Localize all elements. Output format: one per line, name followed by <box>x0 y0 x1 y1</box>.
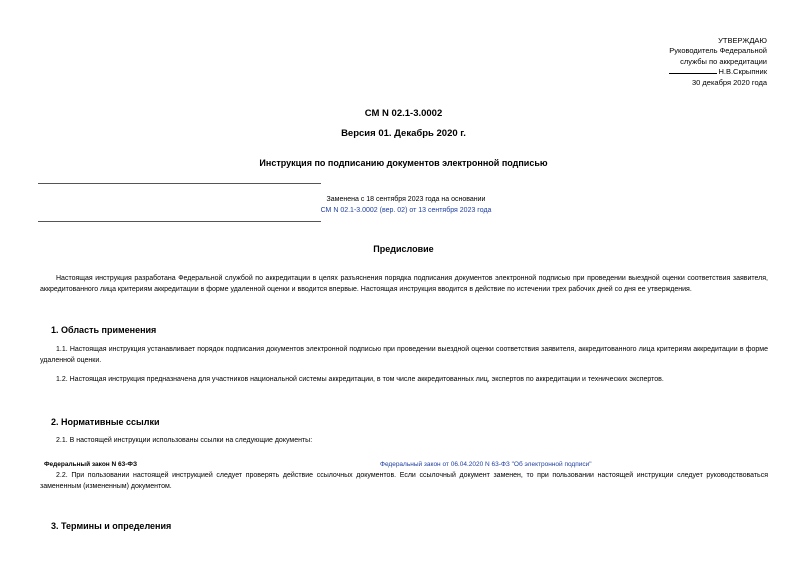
law-link[interactable]: Федеральный закон от 06.04.2020 N 63-ФЗ "Об электронной подписи" <box>380 461 592 468</box>
section3-heading: 3. Термины и определения <box>51 521 172 531</box>
section2-heading: 2. Нормативные ссылки <box>51 417 160 427</box>
section1-heading: 1. Область применения <box>51 325 157 335</box>
preface-text: Настоящая инструкция разработана Федеральной службой по аккредитации в целях разъяснения порядка подписания документов электронной подписью при проведении выездной оценки соответствия заявителя, аккредитованного лица критериям аккредитации в форме удаленной оценки и вводится впервые. Настоящая инструкция вводится в действие по истечении трех рабочих дней со дня ее утверждения. <box>40 275 768 293</box>
replacement-link[interactable]: СМ N 02.1-3.0002 (вер. 02) от 13 сентября 2023 года <box>320 207 492 214</box>
approval-block <box>669 36 767 88</box>
approval-position-line2: службы по аккредитации <box>680 56 767 66</box>
approval-date: 30 декабря 2020 года <box>691 77 767 87</box>
document-code: СМ N 02.1-3.0002 <box>364 108 443 119</box>
section1-paragraph1: 1.1. Настоящая инструкция устанавливает порядок подписания документов электронной подписью при проведении выездной оценки соответствия заявителя, аккредитованного лица критериям аккредитации в форме удаленной оценки. <box>40 346 768 364</box>
document-title: Инструкция по подписанию документов электронной подписью <box>259 158 548 168</box>
section2-paragraph1: 2.1. В настоящей инструкции использованы ссылки на следующие документы: <box>56 437 313 444</box>
signature-line <box>669 67 717 74</box>
section2-paragraph2: 2.2. При пользовании настоящей инструкцией следует проверять действие ссылочных документов. Если ссылочный документ заменен, то при пользовании настоящей инструкции следует руководствоваться замененным (измененным) документом. <box>40 472 768 490</box>
replacement-note <box>316 194 496 216</box>
approval-position-line1: Руководитель Федеральной <box>669 46 767 56</box>
signature-name: Н.В.Скрыпник <box>718 67 767 77</box>
approval-signature <box>669 67 767 77</box>
divider-top <box>38 183 321 184</box>
section1-paragraph2: 1.2. Настоящая инструкция предназначена для участников национальной системы аккредитации, в том числе аккредитованных лиц, экспертов по аккредитации и технических экспертов. <box>56 376 664 383</box>
document-version: Версия 01. Декабрь 2020 г. <box>341 128 466 139</box>
preface-heading: Предисловие <box>373 244 434 254</box>
law-name: Федеральный закон N 63-ФЗ <box>44 461 138 468</box>
replacement-text: Заменена с 18 сентября 2023 года на основании <box>326 196 486 203</box>
divider-bottom <box>38 221 321 222</box>
approval-title: УТВЕРЖДАЮ <box>718 36 767 45</box>
